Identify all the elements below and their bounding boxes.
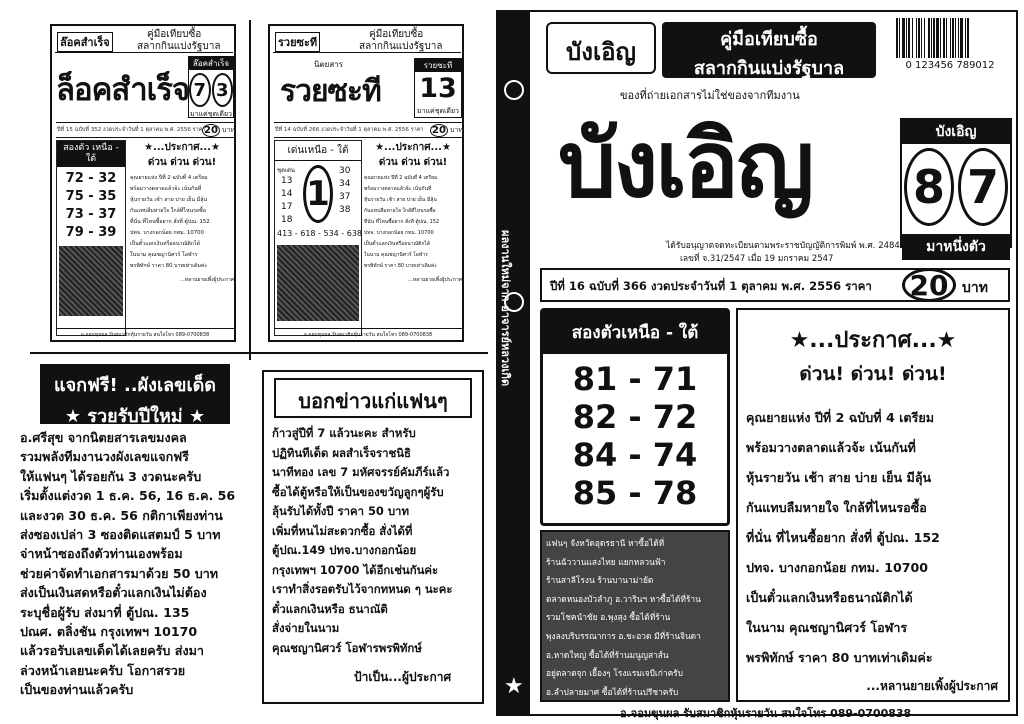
thumb1-pairs-list	[57, 170, 125, 242]
ad-mid-line: ซื้อได้ตู้หรือให้เป็นของขวัญลูกๆผู้รับ	[272, 484, 444, 499]
thumb1-guide-line1: คู่มือเทียบซื้อ	[147, 29, 202, 40]
thumb1-number-a: 7	[189, 73, 211, 107]
ad-left-line: ระบุชื่อผู้รับ ส่งมาที่ ตู้ปณ. 135	[20, 604, 190, 620]
thumb2-body-line: หุ้นรายวัน เช้า สาย บ่าย เย็น มีลุ้น	[364, 197, 437, 203]
thumb2-corner-label: รวยซะที	[275, 32, 320, 52]
cover-side-box	[900, 118, 1012, 255]
barcode-bar	[965, 18, 966, 58]
barcode-number: 0 123456 789012	[905, 60, 995, 71]
barcode-bar	[955, 18, 956, 58]
thumb1-pairs-head: สองตัว เหนือ - ใต้	[57, 141, 125, 167]
ad-left-line: ปณศ. ตลิ่งชัน กรุงเทพฯ 10170	[20, 624, 198, 640]
thumb1-pair: 75 - 35	[65, 189, 117, 204]
thumb2-urgent: ด่วน ด่วน ด่วน!	[378, 157, 448, 168]
thumb2-side-name: รวยซะที	[415, 59, 461, 72]
ad-mid-line: นาทีทอง เลข 7 มหัศจรรย์คัมภีร์แล้ว	[272, 465, 450, 479]
thumb2-body-line: พรพิทักษ์ ราคา 80 บาทเท่าเดิมค่ะ	[364, 263, 438, 269]
cover-pairs-head: สองตัวเหนือ - ใต้	[543, 311, 727, 354]
cover-body-line: เป็นตั๋วแลกเงินหรือธนาณัติกได้	[746, 590, 913, 605]
cover-guide-line2: สลากกินแบ่งรัฐบาล	[693, 58, 845, 79]
thumb2-side-tag: มาแค่ชุดเดียว	[416, 107, 459, 115]
thumb2-left-number: 13	[281, 176, 293, 186]
thumb1-title: ล็อคสำเร็จ	[56, 72, 190, 108]
barcode-bar	[943, 18, 945, 58]
thumb2-pairs-head: เด่นเหนือ - ใต้	[275, 141, 361, 161]
thumb2-body-line: ในนาม คุณชญานิศวร์ โอฬาร	[364, 252, 428, 258]
ad-left-line: เริ่มตั้งแต่งวด 1 ธ.ค. 56, 16 ธ.ค. 56	[20, 488, 236, 504]
cover-announce-box	[736, 308, 1010, 702]
thumb2-right-number: 38	[339, 205, 351, 215]
ad-mid-sign: ป้าเป็น...ผู้ประกาศ	[354, 670, 452, 684]
thumb2-left-numbers	[281, 175, 292, 227]
thumb2-right-number: 34	[339, 179, 351, 189]
ad-mid-line: สั่งจ่ายในนาม	[272, 621, 340, 635]
ad-left-head2: ★ รวยรับปีใหม่ ★	[64, 406, 206, 427]
cover-shop-line: ร้านสาลีโรงน ร้านบานาม่ายัด	[546, 575, 654, 586]
barcode-bar	[960, 18, 963, 58]
cover-issue-bar	[540, 268, 1010, 302]
ad-news-for-fans	[262, 370, 484, 704]
cover-side-brand: บังเอิญ	[902, 120, 1010, 144]
barcode-bar	[924, 18, 925, 58]
ad-left-line: ส่งเป็นเงินสดหรือตั๋วแลกเงินไม่ต้อง	[20, 585, 207, 601]
ad-mid-line: ตั๋วแลกเงินหรือ ธนาณัติ	[272, 601, 388, 616]
thumb1-announce: ★...ประกาศ...★	[144, 142, 220, 153]
thumb2-body	[364, 173, 462, 272]
cover-price: 20	[902, 268, 956, 302]
barcode-bar	[940, 18, 941, 58]
barcode-bar	[916, 18, 917, 58]
thumb2-footer: อ.จอมขุนผล รับสมาชิกหุ้นรายวัน สนใจโทร 089-0700838	[274, 328, 462, 339]
barcode-image	[894, 18, 1004, 60]
cover-pair: 85 - 78	[572, 474, 698, 512]
spine-text: ผลงานใหม่จาก อาจารย์หลวงเกิด	[499, 230, 512, 387]
cover-license-2: เลขที่ จ.31/2547 เมื่อ 19 มกราคม 2547	[680, 254, 834, 264]
thumb2-bottom-line: 413 - 618 - 534 - 638	[277, 229, 362, 238]
cover-body-line: พรพิทักษ์ ราคา 80 บาทเท่าเดิมค่ะ	[746, 650, 933, 665]
ad-mid-line: ปฏิทินทีเด็ด ผลสำเร็จราชนิธิ	[272, 445, 412, 460]
barcode-bar	[946, 18, 947, 58]
ad-mid-header	[274, 378, 472, 418]
thumb1-price: 20	[202, 124, 220, 137]
thumb2-announce: ★...ประกาศ...★	[375, 142, 451, 153]
thumb1-corner-label: ล๊อคสำเร็จ	[57, 32, 113, 52]
thumb1-sign: ...หลานยายเพิ้งผู้ประกาศ	[180, 277, 234, 283]
ad-left-line: รวมพลังทีมงานวงผังเลขแจกฟรี	[20, 449, 189, 465]
cover-body-line: กันแทบลืมหายใจ ใกล้ที่ไหนรอซื้อ	[746, 500, 927, 515]
thumb2-sign: ...หลานยายเพิ้งผู้ประกาศ	[408, 277, 462, 283]
ad-mid-line: กรุงเทพฯ 10700 ได้อีกเช่นกันค่ะ	[272, 562, 439, 577]
ad-free-number-chart	[20, 364, 242, 704]
cover-shops-list	[542, 532, 728, 703]
cover-shop-line: รวมโชคนำชัย อ.พุงสุง ซื้อได้ที่ร้าน	[546, 612, 671, 623]
ad-mid-line: ตู้ปณ.149 ปทจ.บางกอกน้อย	[272, 543, 417, 557]
left-page-vertical-divider	[249, 20, 251, 360]
barcode-bar	[896, 18, 898, 58]
thumb2-number: 13	[419, 73, 457, 104]
barcode-bar	[928, 18, 930, 58]
ad-mid-line: ก้าวสู่ปีที่ 7 แล้วนะคะ สำหรับ	[272, 426, 416, 440]
barcode-bar	[912, 18, 913, 58]
cover-body-line: ที่นั่น ที่ไหนซื้อยาก สั่งที่ ตู้ปณ. 152	[746, 530, 940, 545]
thumb1-number-b: 3	[212, 73, 234, 107]
thumb2-left-number: 18	[281, 215, 293, 225]
thumb2-center-number: 1	[303, 165, 333, 223]
barcode-bar	[958, 18, 959, 58]
cover-pair: 82 - 72	[572, 398, 698, 436]
thumb1-issue-line: ปีที่ 15 ฉบับที่ 352 งวดประจำวันที่ 1 ตุลาคม พ.ศ. 2556 ราคา 20 บาท	[56, 122, 234, 138]
thumb2-guide-line2: สลากกินแบ่งรัฐบาล	[359, 41, 443, 52]
ad-mid-line: เราทำสิ่งรอตรับไว้จากทหนด ๆ นะคะ	[272, 582, 453, 596]
ad-mid-head: บอกข่าวแก่แฟนๆ	[298, 389, 448, 413]
thumb1-body-line: ในนาม คุณชญานิศวร์ โอฬาร	[130, 252, 198, 258]
thumb2-title-small: นิตยสาร	[314, 60, 344, 69]
thumb1-side-box	[188, 56, 234, 118]
barcode-bar	[933, 18, 935, 58]
thumb2-body-line: เป็นตั๋วแลกเงินหรือธนาณัติกได้	[364, 241, 431, 247]
ad-left-line: ส่งซองเปล่า 3 ซองติดแสตมป์ 5 บาท	[20, 527, 221, 543]
cover-sign: ...หลานยายเพิ้งผู้ประกาศ	[866, 679, 998, 693]
thumb2-right-number: 37	[339, 192, 351, 202]
thumb2-right-number: 30	[339, 166, 351, 176]
thumb1-body-line: ที่นั่น ที่ไหนซื้อยาก สั่งที่ ตู้ปณ. 152	[130, 219, 210, 225]
thumb1-side-name: ล๊อคสำเร็จ	[189, 57, 233, 70]
cover-shop-line: อ.ลำปลายมาศ ซื้อได้ที่ร้านปรีชาครับ	[546, 686, 679, 697]
barcode-bar	[918, 18, 920, 58]
cover-brand-box	[546, 22, 656, 74]
cover-number-b: 7	[958, 148, 1008, 226]
cover-guide-line1: คู่มือเทียบซื้อ	[720, 29, 818, 50]
cover-shop-line: พุงลงบริบรรณาการ อ.ชะอวด มีที่ร้านจินดา	[546, 630, 701, 641]
cover-pair: 84 - 74	[572, 436, 698, 474]
ad-left-header	[40, 364, 230, 427]
thumb2-right-numbers	[339, 165, 350, 217]
thumb2-left-number: 17	[281, 202, 293, 212]
thumb2-left-number: 14	[281, 189, 293, 199]
cover-shops-box	[540, 530, 730, 702]
spine-logo-bottom	[504, 292, 524, 312]
thumb1-pairs-box	[56, 140, 126, 336]
left-page-divider	[30, 352, 488, 354]
thumb1-body-line: ปทจ. บางกอกน้อย กทม. 10700	[130, 230, 204, 236]
cover-license-1: ได้รับอนุญาตจดทะเบียนตามพระราชบัญญัติการพิมพ์ พ.ศ. 2484	[666, 241, 900, 251]
cover-announce: ★...ประกาศ...★	[789, 328, 957, 353]
thumb1-body-line: หุ้นรายวัน เช้า สาย บ่าย เย็น มีลุ้น	[130, 197, 208, 203]
thumb1-body-line: เป็นตั๋วแลกเงินหรือธนาณัติกได้	[130, 241, 201, 247]
thumb1-side-tag: มาแค่ชุดเดียว	[189, 110, 232, 118]
thumb2-body-line: ที่นั่น ที่ไหนซื้อยาก สั่งที่ ตู้ปณ. 152	[364, 219, 440, 225]
cover-body-line: หุ้นรายวัน เช้า สาย บ่าย เย็น มีลุ้น	[746, 470, 932, 485]
cover-body-line: ปทจ. บางกอกน้อย กทม. 10700	[746, 560, 929, 575]
cover-pair: 81 - 71	[572, 360, 698, 398]
barcode-bar	[950, 18, 951, 58]
cover-body-line: พร้อมวางตลาดแล้วจ้ะ เน้นกันที่	[746, 440, 916, 455]
thumb2-issue-line: ปีที่ 14 ฉบับที่ 266 งวดประจำวันที่ 1 ตุลาคม พ.ศ. 2556 ราคา 20 บาท	[274, 122, 462, 138]
cover-footer: อ.จอมขุนผล รับสมาชิกหุ้นรายวัน สนใจโทร 089-0700838	[620, 707, 912, 720]
cover-brand: บังเอิญ	[565, 38, 637, 66]
thumb1-urgent: ด่วน ด่วน ด่วน!	[147, 157, 217, 168]
cover-pairs-box	[540, 308, 730, 526]
thumb2-title: รวยซะที	[280, 74, 381, 109]
cover-guide-box	[662, 22, 876, 78]
thumb2-body-line: พร้อมวางตลาดแล้วจ้ะ เน้นกันที่	[364, 186, 432, 192]
thumb2-price: 20	[430, 124, 448, 137]
ad-mid-line: เพิ่มที่หนไม่สะดวกซื้อ สั่งได้ที่	[272, 523, 413, 538]
cover-number-a: 8	[904, 148, 954, 226]
cover-shop-line: อ.หาดใหญ่ ซื้อได้ที่ร้านมนูญสาส์น	[546, 649, 669, 660]
barcode-bar	[936, 18, 939, 58]
thumb1-pair: 79 - 39	[65, 225, 117, 240]
thumb1-announce-box	[130, 140, 234, 336]
thumb2-announce-box	[364, 140, 462, 336]
ad-left-body	[20, 428, 242, 700]
ad-mid-line: คุณชญานิศวร์ โอฬารพรพิทักษ์	[272, 640, 422, 655]
thumb2-pairs-box	[274, 140, 362, 336]
barcode-bar	[921, 18, 922, 58]
barcode-bar	[908, 18, 910, 58]
ad-left-line: และงวด 30 ธ.ค. 56 กติกาเพียงท่าน	[20, 507, 223, 523]
ad-mid-line: ลุ้นรับได้ทั้งปี ราคา 50 บาท	[272, 504, 409, 518]
thumb2-shop-box	[277, 245, 359, 321]
cover-shop-line: ร้านฉัววานแสงไทย แยกหลวนฟ้า	[546, 556, 666, 567]
thumb1-body-line: กันแทบลืมหายใจ ใกล้ที่ไหนรอซื้อ	[130, 208, 206, 214]
ad-left-line: ให้แฟนๆ ได้รอยกัน 3 งวดนะครับ	[20, 468, 202, 484]
barcode-bar	[902, 18, 905, 58]
cover-title: บังเอิญ	[558, 111, 812, 218]
thumb1-pair: 73 - 37	[65, 207, 117, 222]
barcode-bar	[931, 18, 932, 58]
barcode-bar	[952, 18, 954, 58]
thumb1-body-line: พรพิทักษ์ ราคา 80 บาทเท่าเดิมค่ะ	[130, 263, 208, 269]
cover-urgent: ด่วน! ด่วน! ด่วน!	[799, 363, 947, 385]
cover-body-line: ในนาม คุณชญานิศวร์ โอฬาร	[746, 620, 908, 635]
thumb2-set-label: ชุดเด่น	[277, 167, 296, 174]
barcode	[888, 18, 1012, 76]
thumb1-body	[130, 173, 234, 272]
thumb2-body-line: กันแทบลืมหายใจ ใกล้ที่ไหนรอซื้อ	[364, 208, 436, 214]
ad-left-head1: แจกฟรี! ..ผังเลขเด็ด	[54, 375, 216, 396]
ad-left-line: แล้วรอรับเลขเด็ดได้เลยครับ ส่งมา	[20, 643, 204, 659]
ad-left-line: อ.ศรีสุข จากนิตยสารเลขมงคล	[20, 430, 187, 445]
spine-logo-top	[504, 80, 524, 100]
thumb1-shop-box	[59, 246, 123, 316]
cover-body	[738, 389, 1008, 673]
cover-baht: บาท	[962, 280, 988, 296]
thumb2-body-line: ปทจ. บางกอกน้อย กทม. 10700	[364, 230, 434, 236]
ad-left-line: จ่าหน้าซองถึงตัวท่านเองพร้อม	[20, 546, 183, 562]
thumb1-footer: อ.จอมขุนผล รับสมาชิกหุ้นรายวัน สนใจโทร 089-0700838	[56, 328, 234, 339]
cover-pairs-list	[543, 360, 727, 512]
magazine-spine	[496, 10, 530, 716]
cover-side-tag: มาหนึ่งตัว	[902, 234, 1010, 260]
cover-shop-line: ตลาดหนองบัวลำภู อ.วารินฯ หาซื้อได้ที่ร้าน	[546, 593, 701, 604]
barcode-bar	[967, 18, 969, 58]
thumb2-guide-line1: คู่มือเทียบซื้อ	[369, 29, 424, 40]
magazine-thumb-lock-samret	[50, 24, 236, 342]
barcode-bar	[899, 18, 900, 58]
ad-mid-body	[272, 424, 478, 658]
thumb1-pair: 72 - 32	[65, 171, 117, 186]
cover-shop-line: แฟนๆ จังหวัดอุดรธานี หาซื้อได้ที่	[546, 538, 665, 548]
thumb1-body-line: พร้อมวางตลาดแล้วจ้ะ เน้นกันที่	[130, 186, 202, 192]
ad-left-line: เป็นของท่านแล้วครับ	[20, 682, 134, 698]
thumb1-guide-line2: สลากกินแบ่งรัฐบาล	[137, 41, 221, 52]
ad-left-line: ล่วงหน้าเลยนะครับ โอกาสรวย	[20, 662, 186, 678]
thumb2-side-box	[414, 58, 462, 118]
barcode-bar	[906, 18, 907, 58]
cover-body-line: คุณยายแห่ง ปีที่ 2 ฉบับที่ 4 เตรียม	[746, 410, 935, 425]
magazine-thumb-ruay-sa-tee	[268, 24, 464, 342]
ad-left-line: ช่วยค่าจัดทำเอกสารมาด้วย 50 บาท	[20, 565, 219, 581]
spine-star-icon: ★	[504, 674, 524, 699]
cover-shop-line: อยู่ตลาดจุก เยื้องๆ โรงแรมเจบีเก่าครับ	[546, 668, 683, 679]
thumb2-body-line: คุณยายแห่ง ปีที่ 2 ฉบับที่ 4 เตรียม	[364, 175, 438, 181]
cover-note: ของที่ถ่ายเอกสารไม่ใช่ของจากทีมงาน	[620, 89, 800, 102]
cover-issue: ปีที่ 16 ฉบับที่ 366 งวดประจำวันที่ 1 ตุลาคม พ.ศ. 2556 ราคา	[550, 279, 872, 293]
thumb1-body-line: คุณยายแห่ง ปีที่ 2 ฉบับที่ 4 เตรียม	[130, 175, 208, 181]
